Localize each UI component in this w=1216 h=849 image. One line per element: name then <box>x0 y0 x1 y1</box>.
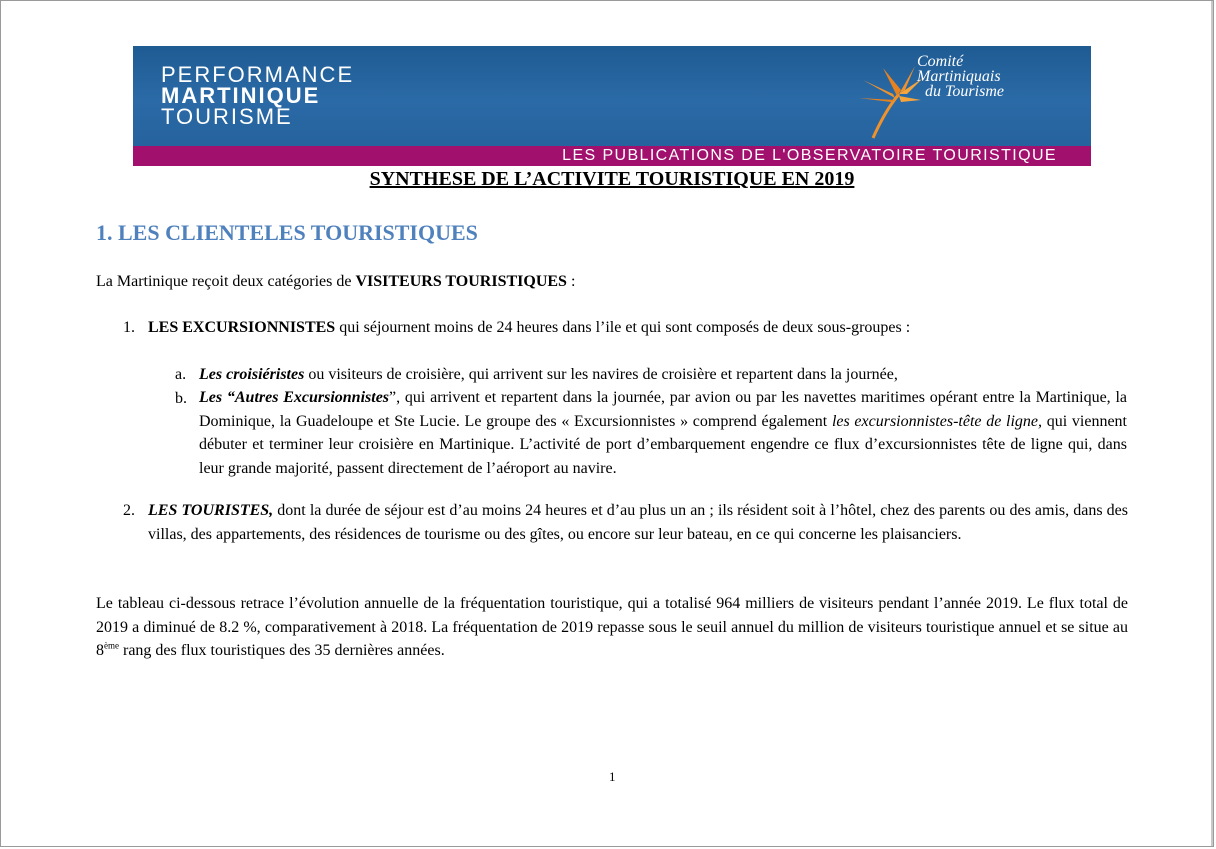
banner-strip <box>133 146 1091 166</box>
list-item-1 <box>148 316 1128 340</box>
list-item-1-number: 1. <box>123 319 135 336</box>
bird-of-paradise-flower-icon <box>855 60 925 140</box>
item2-bold-italic: LES TOURISTES, <box>148 502 274 519</box>
banner-title-line1: PERFORMANCE <box>161 62 355 87</box>
section-heading: 1. LES CLIENTELES TOURISTIQUES <box>96 220 478 245</box>
banner-title <box>161 64 354 127</box>
banner-title-line3: TOURISME <box>161 104 293 129</box>
logo-text <box>917 54 1004 99</box>
banner-title-line2: MARTINIQUE <box>161 83 321 108</box>
logo-line2: Martiniquais <box>917 68 1001 85</box>
list-item-2-number: 2. <box>123 502 135 519</box>
para-superscript: ème <box>104 640 119 651</box>
para-text1: Le tableau ci-dessous retrace l’évolution annuelle de la fréquentation touristique, qui a totalisé 964 milliers de visiteurs pendant l’année 2019. Le flux total de 2019 a diminué de 8.2 %, comparativement à 2018. La fréquentation de 2019 repasse sous le seuil annuel du million de visiteurs touristique annuel et se situe au 8 <box>96 595 1128 659</box>
header-banner <box>133 46 1091 166</box>
sub-item-a-label: a. <box>175 366 187 383</box>
summary-paragraph <box>96 592 1128 663</box>
logo-line3: du Tourisme <box>925 83 1004 100</box>
sub-item-b-label: b. <box>175 390 187 407</box>
intro-prefix: La Martinique reçoit deux catégories de <box>96 273 356 290</box>
intro-suffix: : <box>566 273 576 290</box>
suba-text: ou visiteurs de croisière, qui arrivent sur les navires de croisière et repartent dans la journée, <box>304 366 898 383</box>
subb-bold-italic: Les “Autres Excursionnistes <box>199 389 390 406</box>
subb-text1: ”, qui arrivent et repartent dans la journée, par avion ou par les navettes maritimes opérant entre la Martinique, la Dominique, la Guadeloupe et Ste Lucie. Le groupe des « Excursionnistes » comprend également <box>199 389 1127 430</box>
item2-text: dont la durée de séjour est d’au moins 24 heures et d’au plus un an ; ils résident soit à l’hôtel, chez des parents ou des amis, dans des villas, des appartements, des résidences de tourisme ou des gîtes, ou encore sur leur bateau, en ce qui concerne les plaisanciers. <box>148 502 1128 543</box>
intro-paragraph <box>96 270 1126 294</box>
cmt-logo <box>855 54 1055 140</box>
sub-item-b <box>199 386 1127 480</box>
document-title: SYNTHESE DE L’ACTIVITE TOURISTIQUE EN 2019 <box>369 168 855 190</box>
intro-bold: VISITEURS TOURISTIQUES <box>355 273 567 290</box>
item1-bold: LES EXCURSIONNISTES <box>148 319 336 336</box>
item1-text: qui séjournent moins de 24 heures dans l’ile et qui sont composés de deux sous-groupes : <box>335 319 911 336</box>
para-text2: rang des flux touristiques des 35 dernières années. <box>119 642 445 659</box>
banner-strip-text: LES PUBLICATIONS DE L'OBSERVATOIRE TOURISTIQUE <box>562 147 1057 164</box>
logo-line1: Comité <box>917 53 964 70</box>
subb-italic: les excursionnistes-tête de ligne, <box>831 412 1043 430</box>
subb-text2: qui viennent débuter et terminer leur croisière en Martinique. L’activité de port d’embarquement engendre ce flux d’excursionnistes tête de ligne qui, dans leur grande majorité, passent directement de l’aéroport au navire. <box>199 412 1127 477</box>
list-item-2 <box>148 499 1128 546</box>
page-number: 1 <box>609 769 616 784</box>
sub-item-a <box>199 363 1127 387</box>
suba-bold-italic: Les croisiéristes <box>199 366 305 383</box>
